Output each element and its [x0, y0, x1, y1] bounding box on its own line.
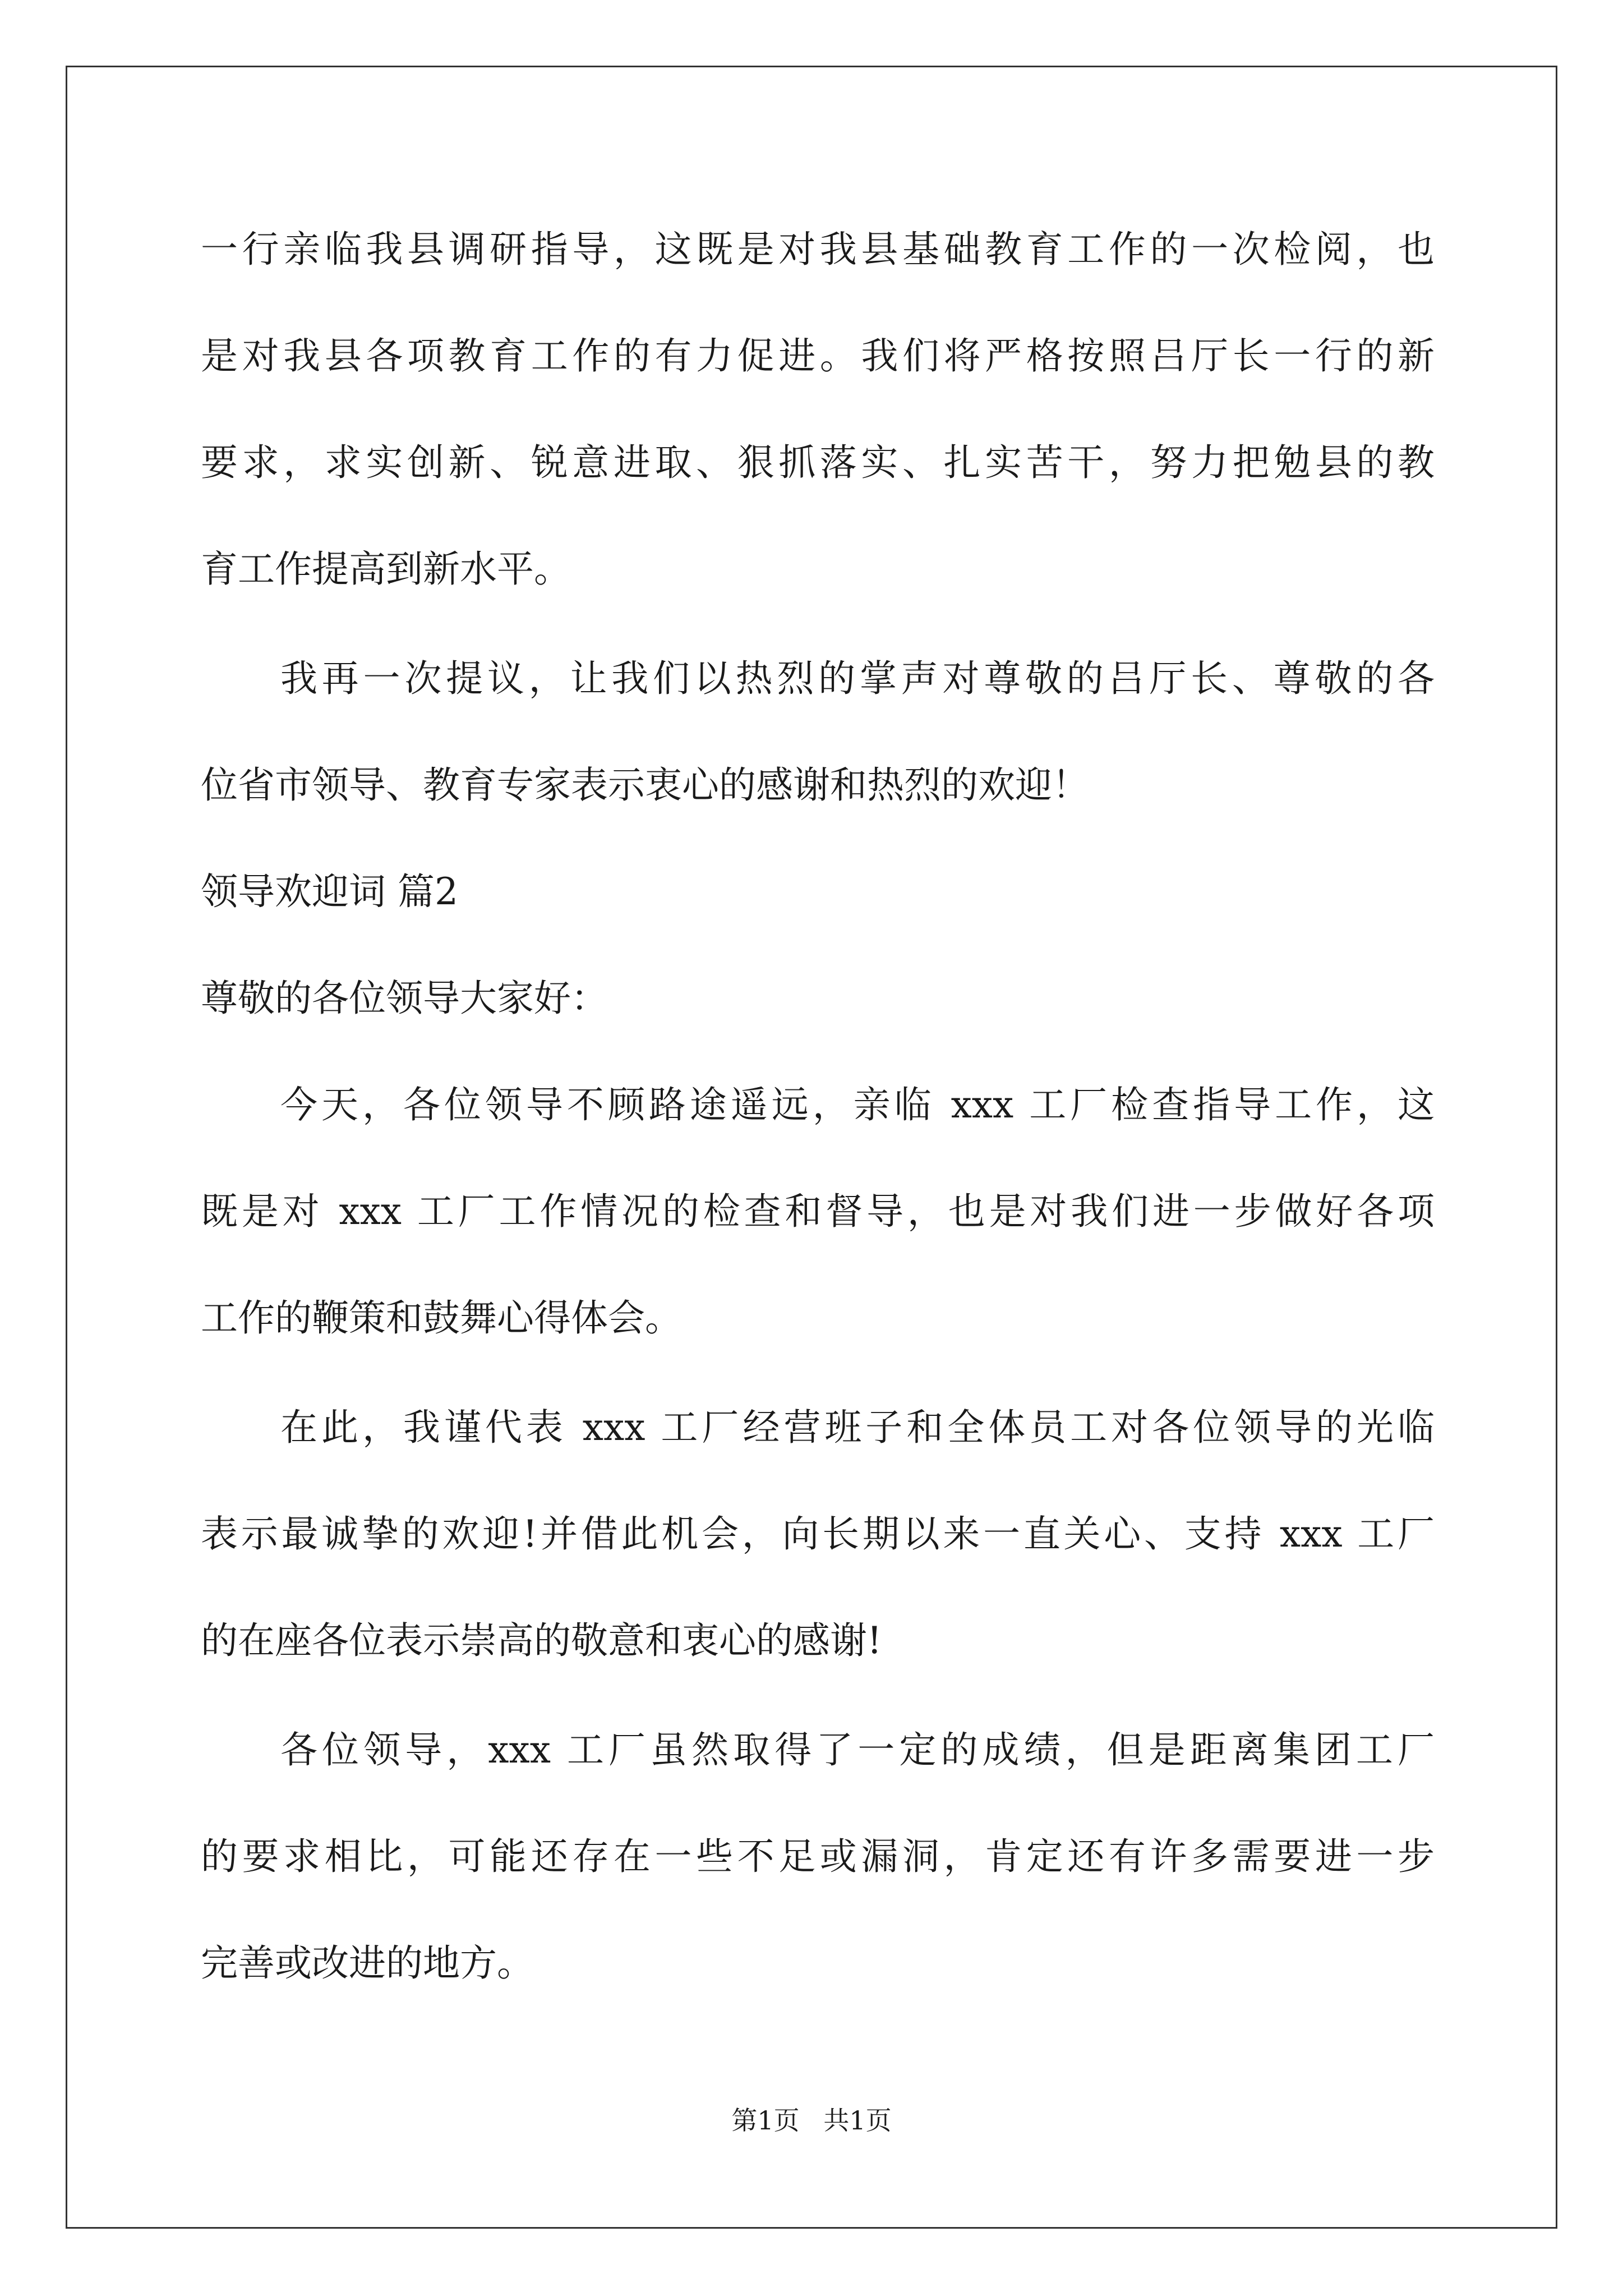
body-text-line: 今天，各位领导不顾路途遥远，亲临 xxx 工厂检查指导工作，这: [280, 1083, 1435, 1126]
page-border: [66, 66, 1557, 2229]
body-text-line: 育工作提高到新水平。: [201, 547, 571, 591]
section-heading: 领导欢迎词 篇2: [201, 870, 458, 913]
body-text-line: 我再一次提议，让我们以热烈的掌声对尊敬的吕厅长、尊敬的各: [280, 657, 1435, 700]
body-text-line: 工作的鞭策和鼓舞心得体会。: [201, 1296, 682, 1340]
page-number: 第1页: [731, 2105, 800, 2136]
body-text-line: 既是对 xxx 工厂工作情况的检查和督导，也是对我们进一步做好各项: [201, 1190, 1435, 1233]
body-text-line: 一行亲临我县调研指导，这既是对我县基础教育工作的一次检阅，也: [201, 228, 1435, 271]
body-text-line: 在此，我谨代表 xxx 工厂经营班子和全体员工对各位领导的光临: [280, 1406, 1435, 1449]
salutation: 尊敬的各位领导大家好：: [201, 977, 608, 1020]
body-text-line: 要求，求实创新、锐意进取、狠抓落实、扎实苦干，努力把勉县的教: [201, 441, 1435, 484]
page-total: 共1页: [823, 2105, 892, 2136]
body-text-line: 位省市领导、教育专家表示衷心的感谢和热烈的欢迎！: [201, 763, 1089, 807]
body-text-line: 表示最诚挚的欢迎!并借此机会，向长期以来一直关心、支持 xxx 工厂: [201, 1512, 1435, 1556]
page-footer: [0, 2105, 1623, 2136]
body-text-line: 的在座各位表示崇高的敬意和衷心的感谢!: [201, 1619, 882, 1662]
body-text-line: 完善或改进的地方。: [201, 1941, 534, 1985]
body-text-line: 各位领导，xxx 工厂虽然取得了一定的成绩，但是距离集团工厂: [280, 1728, 1435, 1772]
body-text-line: 的要求相比，可能还存在一些不足或漏洞，肯定还有许多需要进一步: [201, 1835, 1435, 1878]
body-text-line: 是对我县各项教育工作的有力促进。我们将严格按照吕厅长一行的新: [201, 334, 1435, 378]
